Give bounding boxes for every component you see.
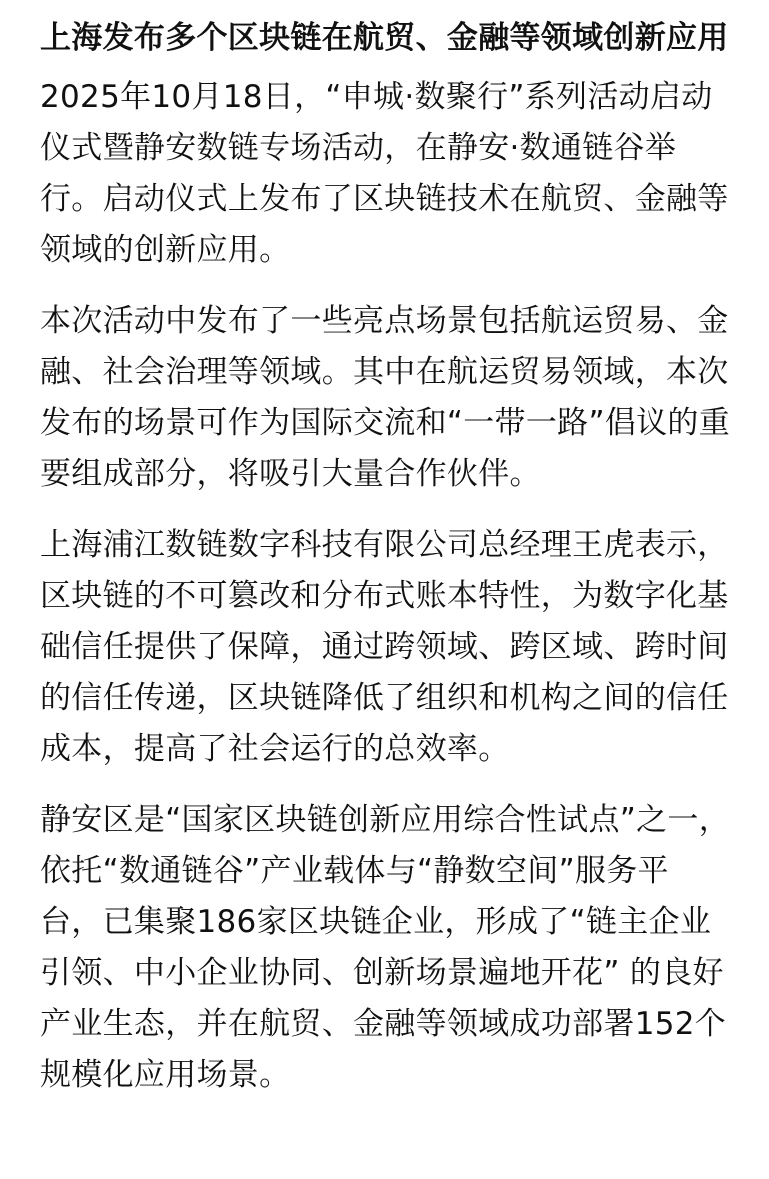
article-paragraph-3: 上海浦江数链数字科技有限公司总经理王虎表示，区块链的不可篡改和分布式账本特性，为数字化基础信任提供了保障，通过跨领域、跨区域、跨时间的信任传递，区块链降低了组织和机构之间的信任成本，提高了社会运行的总效率。: [40, 527, 729, 767]
article-paragraph-2: 本次活动中发布了一些亮点场景包括航运贸易、金融、社会治理等领域。其中在航运贸易领域，本次发布的场景可作为国际交流和“一带一路”倡议的重要组成部分，将吸引大量合作伙伴。: [40, 303, 731, 492]
article-paragraph-4: 静安区是“国家区块链创新应用综合性试点”之一，依托“数通链谷”产业载体与“静数空间”服务平台，已集聚186家区块链企业，形成了“链主企业引领、中小企业协同、创新场景遍地开花” 的良好产业生态，并在航贸、金融等领域成功部署152个规模化应用场景。: [40, 802, 731, 1093]
article-paragraph-1: 2025年10月18日，“申城·数聚行”系列活动启动仪式暨静安数链专场活动，在静安·数通链谷举行。启动仪式上发布了区块链技术在航贸、金融等领域的创新应用。: [40, 79, 729, 268]
article-title: 上海发布多个区块链在航贸、金融等领域创新应用: [40, 20, 729, 56]
